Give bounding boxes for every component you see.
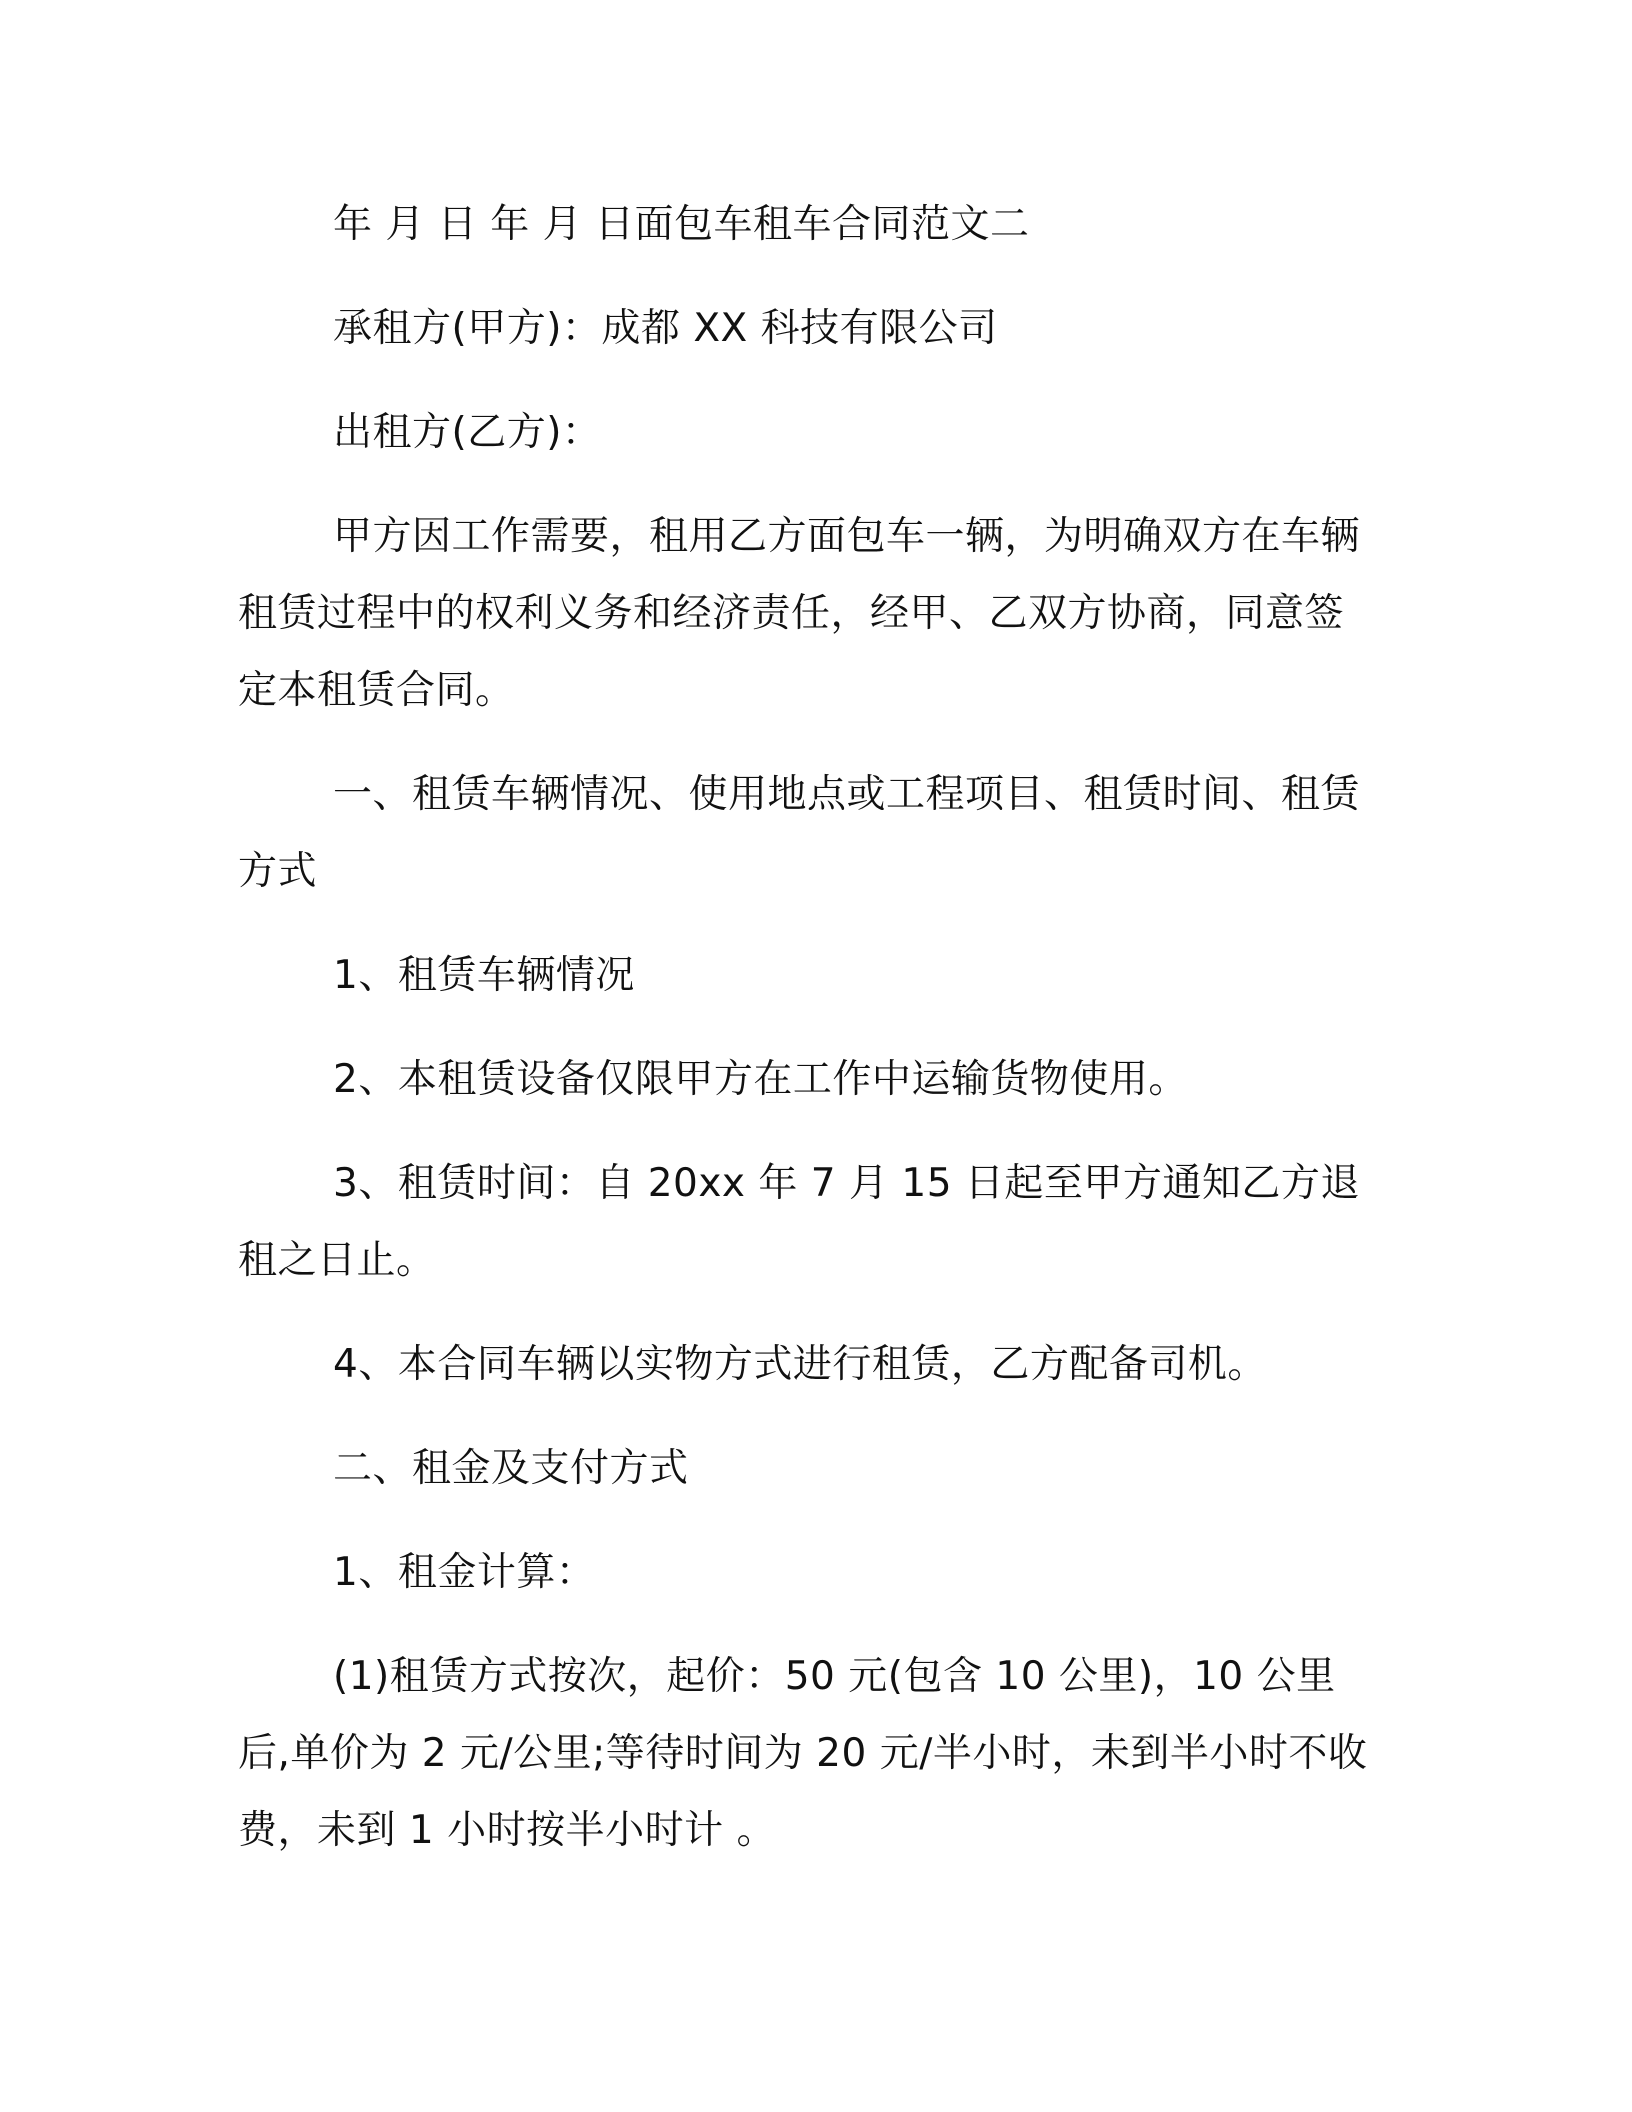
- clause-1-3: 3、租赁时间：自 20xx 年 7 月 15 日起至甲方通知乙方退租之日止。: [238, 1161, 1360, 1283]
- clause-1-2: 2、本租赁设备仅限甲方在工作中运输货物使用。: [333, 1057, 1188, 1102]
- lessee-line: 承租方(甲方)：成都 XX 科技有限公司: [333, 306, 998, 351]
- clause-1-4: 4、本合同车辆以实物方式进行租赁，乙方配备司机。: [333, 1342, 1267, 1387]
- contract-title: 年 月 日 年 月 日面包车租车合同范文二: [333, 202, 1030, 247]
- clause-1-1: 1、租赁车辆情况: [333, 953, 635, 998]
- preamble-paragraph: 甲方因工作需要，租用乙方面包车一辆，为明确双方在车辆租赁过程中的权利义务和经济责任，经甲、乙双方协商，同意签定本租赁合同。: [238, 514, 1361, 713]
- clause-2-1-1: (1)租赁方式按次，起价：50 元(包含 10 公里)，10 公里后,单价为 2 元/公里;等待时间为 20 元/半小时，未到半小时不收费，未到 1 小时按半小时计 。: [238, 1654, 1368, 1853]
- section-1-heading: 一、租赁车辆情况、使用地点或工程项目、租赁时间、租赁方式: [238, 772, 1361, 894]
- document-body: [238, 186, 1370, 1869]
- section-2-heading: 二、租金及支付方式: [333, 1446, 689, 1491]
- clause-2-1: 1、租金计算：: [333, 1550, 596, 1595]
- lessor-line: 出租方(乙方)：: [333, 410, 602, 455]
